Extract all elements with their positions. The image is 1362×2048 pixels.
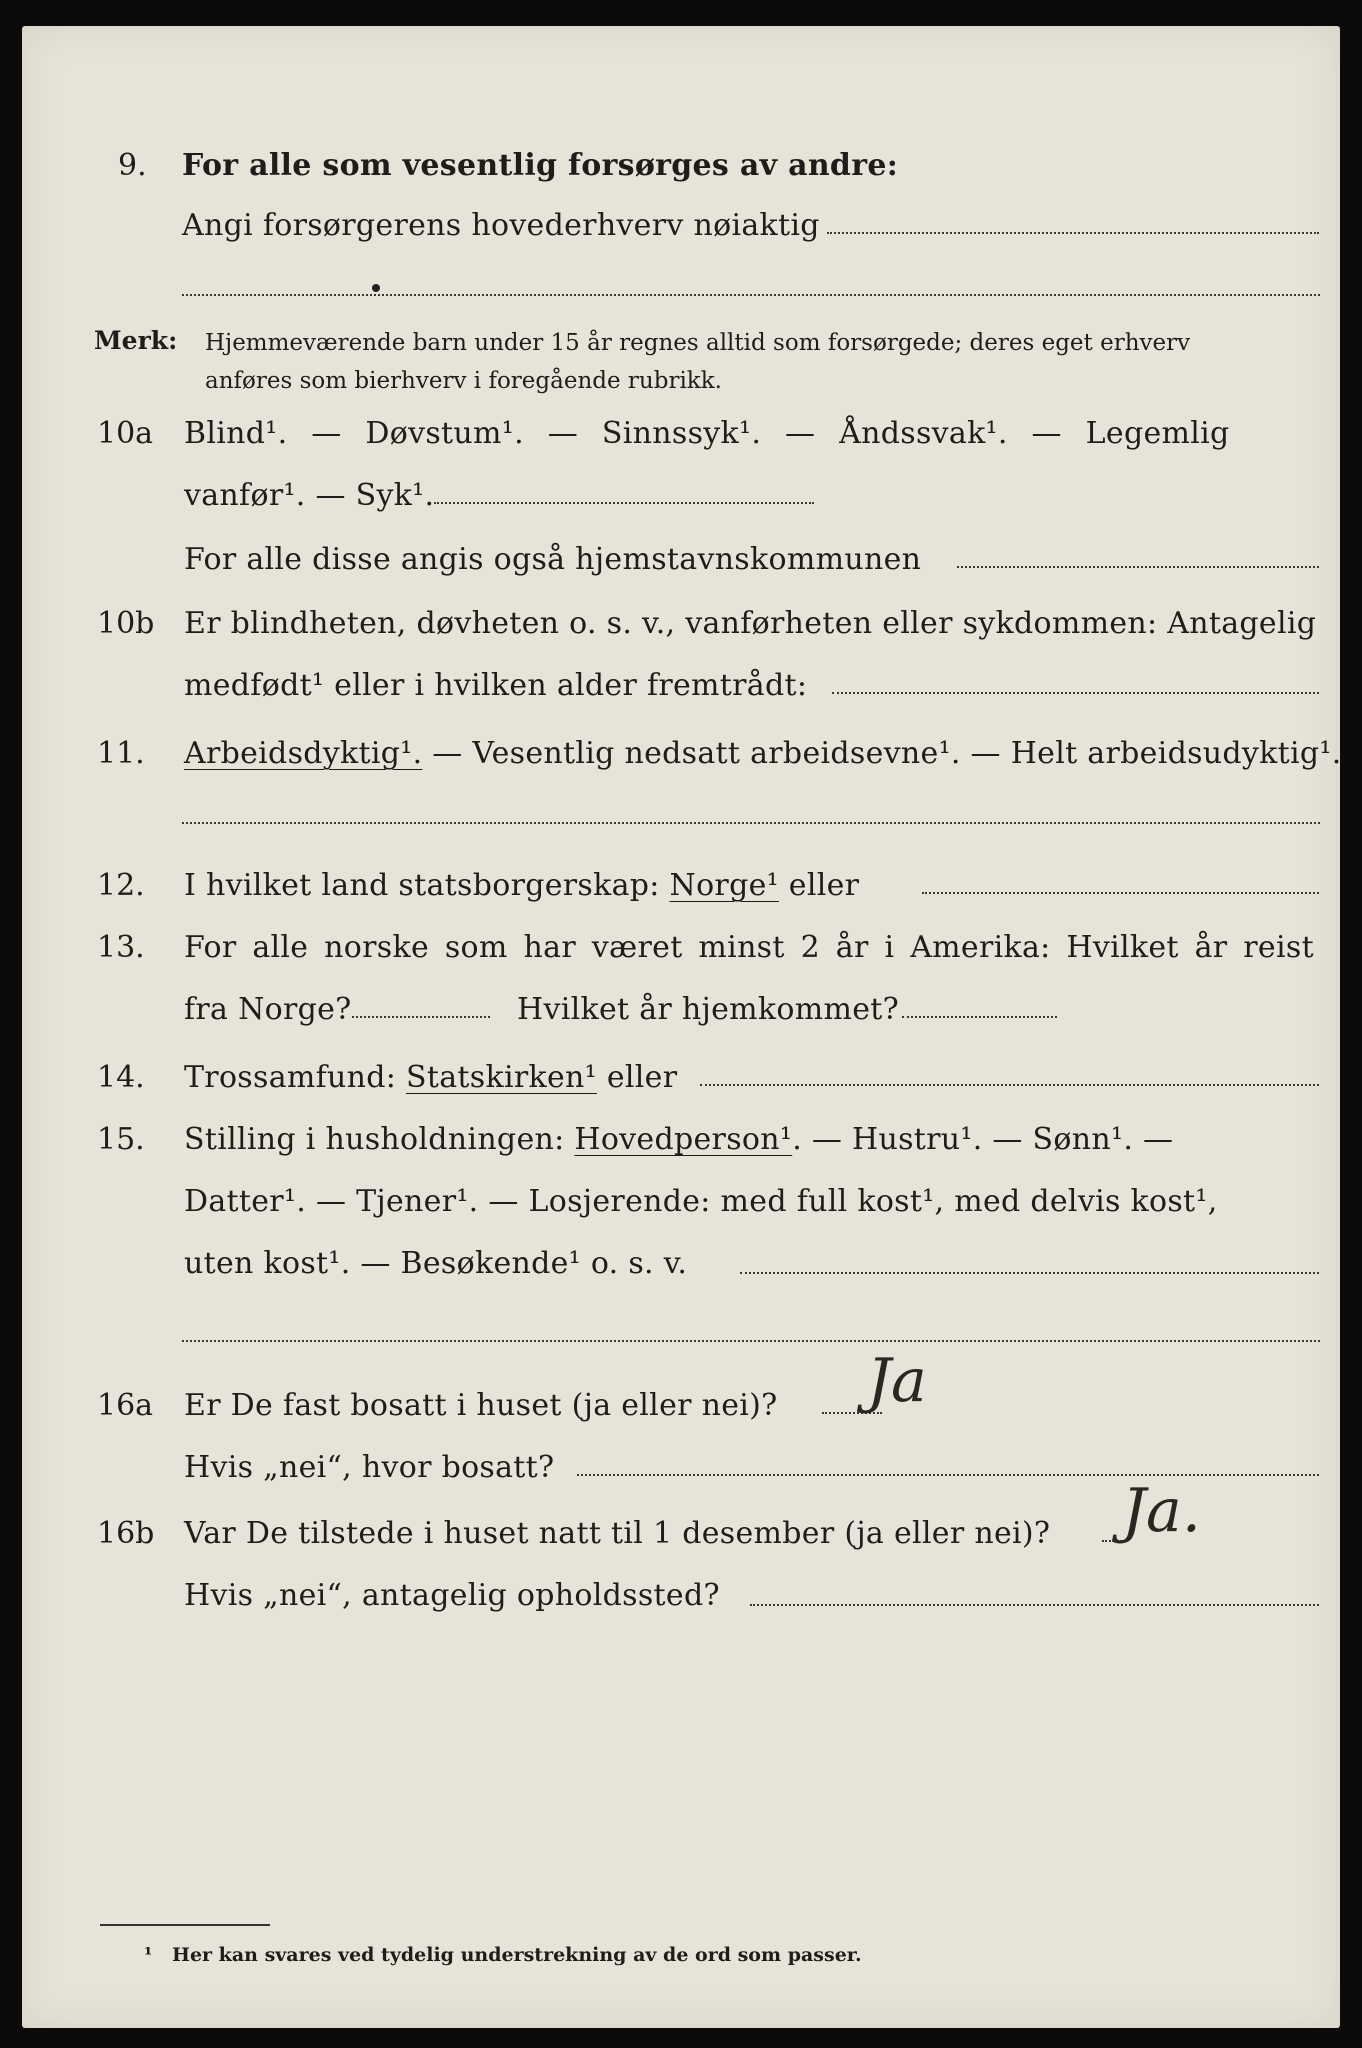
q14-post: eller (596, 1060, 678, 1095)
q10a-number: 10a (97, 416, 154, 451)
q10a-kommune-line[interactable] (957, 566, 1319, 568)
merk-line2: anføres som bierhverv i foregående rubrikk. (205, 368, 722, 394)
q10b-line1: Er blindheten, døvheten o. s. v., vanførheten eller sykdommen: Antagelig (184, 606, 1317, 641)
q14-answer-line[interactable] (700, 1084, 1319, 1086)
q10a-answer-line[interactable] (434, 502, 814, 504)
q10a-line1: Blind¹. — Døvstum¹. — Sinnssyk¹. — Åndssvak¹. — Legemlig (184, 416, 1230, 451)
q14-option-statskirken[interactable]: Statskirken¹ (406, 1060, 597, 1095)
merk-block (94, 326, 177, 355)
q11-option-arbeidsdyktig[interactable]: Arbeidsdyktig¹. (184, 736, 423, 771)
q14-number: 14. (97, 1060, 145, 1095)
footnote-mark: ¹ (144, 1944, 153, 1966)
q10a-line2: vanfør¹. — Syk¹. (184, 478, 435, 513)
q16b-line2: Hvis „nei“, antagelig opholdssted? (184, 1578, 720, 1613)
q16b-line1: Var De tilstede i huset natt til 1 desember (ja eller nei)? (184, 1516, 1051, 1551)
q9-extra-line[interactable] (182, 294, 1320, 296)
q14-text (184, 1060, 677, 1095)
q16a-where-line[interactable] (577, 1474, 1319, 1476)
q10a-line3: For alle disse angis også hjemstavnskommunen (184, 542, 922, 577)
q12-answer-line[interactable] (922, 892, 1319, 894)
q12-text (184, 868, 859, 903)
q16a-line1: Er De fast bosatt i huset (ja eller nei)? (184, 1388, 778, 1423)
q15-number: 15. (97, 1122, 145, 1157)
merk-line1: Hjemmeværende barn under 15 år regnes alltid som forsørgede; deres eget erhverv (205, 330, 1191, 356)
q12-option-norge[interactable]: Norge¹ (669, 868, 779, 903)
q13-part-a: fra Norge? (184, 992, 352, 1027)
q9-line1: For alle som vesentlig forsørges av andre: (182, 148, 899, 183)
q13-part-b: Hvilket år hjemkommet? (517, 992, 900, 1027)
q15-line1 (184, 1122, 1173, 1157)
ink-dot (372, 284, 380, 292)
q11-text (184, 736, 1342, 771)
census-form-page (22, 26, 1340, 2028)
q15-post: . — Hustru¹. — Sønn¹. — (792, 1122, 1174, 1157)
q16a-line2: Hvis „nei“, hvor bosatt? (184, 1450, 555, 1485)
q16b-number: 16b (97, 1516, 155, 1551)
q9-number: 9. (118, 148, 147, 183)
q14-pre: Trossamfund: (184, 1060, 407, 1095)
q11-rest: — Vesentlig nedsatt arbeidsevne¹. — Helt arbeidsudyktig¹. (422, 736, 1342, 771)
q16b-answer-line[interactable] (1102, 1540, 1122, 1542)
q15-pre: Stilling i husholdningen: (184, 1122, 575, 1157)
q13-line1: For alle norske som har været minst 2 år i Amerika: Hvilket år reist (184, 930, 1314, 965)
q12-number: 12. (97, 868, 145, 903)
q15-option-hovedperson[interactable]: Hovedperson¹ (574, 1122, 793, 1157)
q16b-where-line[interactable] (750, 1604, 1319, 1606)
q11-extra-line[interactable] (182, 822, 1320, 824)
q13-year-returned-line[interactable] (902, 1016, 1057, 1018)
q11-number: 11. (97, 736, 145, 771)
q15-line2: Datter¹. — Tjener¹. — Losjerende: med full kost¹, med delvis kost¹, (184, 1184, 1218, 1219)
q13-number: 13. (97, 930, 145, 965)
merk-label: Merk: (94, 326, 178, 355)
footnote-text: Her kan svares ved tydelig understrekning av de ord som passer. (172, 1944, 862, 1966)
q12-post: eller (778, 868, 860, 903)
q12-pre: I hvilket land statsborgerskap: (184, 868, 670, 903)
q9-answer-line[interactable] (827, 232, 1319, 234)
q15-line3: uten kost¹. — Besøkende¹ o. s. v. (184, 1246, 688, 1281)
q16b-handwritten-answer: Ja. (1122, 1476, 1201, 1546)
q15-extra-line[interactable] (182, 1340, 1320, 1342)
q10b-number: 10b (97, 606, 155, 641)
q16a-number: 16a (97, 1388, 154, 1423)
footnote-rule (100, 1924, 270, 1926)
q13-year-left-line[interactable] (352, 1016, 490, 1018)
q16a-handwritten-answer: Ja (867, 1346, 927, 1416)
q10b-line2: medfødt¹ eller i hvilken alder fremtrådt: (184, 668, 808, 703)
q9-line2: Angi forsørgerens hovederhverv nøiaktig (182, 208, 820, 243)
q15-answer-line[interactable] (740, 1272, 1319, 1274)
q10b-answer-line[interactable] (832, 692, 1319, 694)
